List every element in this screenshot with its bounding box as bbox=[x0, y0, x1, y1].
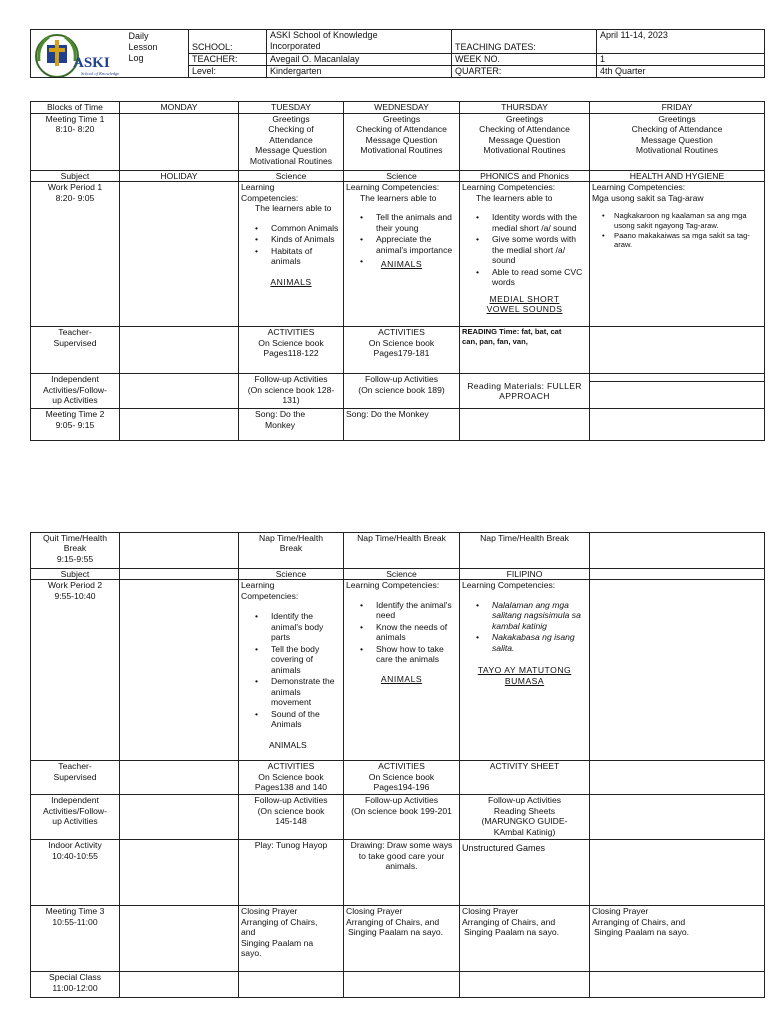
cell-wed: Science bbox=[344, 569, 460, 580]
topic: ANIMALS bbox=[380, 259, 423, 270]
competency-list bbox=[462, 212, 587, 287]
row-label: Meeting Time 2 9:05- 9:15 bbox=[31, 409, 120, 441]
meeting-time-3-row bbox=[31, 906, 765, 972]
cell-tue bbox=[239, 972, 344, 998]
cell-mon bbox=[120, 374, 239, 409]
quarter-value: 4th Quarter bbox=[597, 66, 765, 78]
competency-list bbox=[346, 212, 457, 255]
col-thursday: THURSDAY bbox=[460, 102, 590, 114]
competency-list bbox=[241, 223, 341, 267]
school-value: ASKI School of Knowledge Incorporated bbox=[267, 30, 452, 54]
cell-wed: Drawing: Draw some ways to take good care your animals. bbox=[344, 840, 460, 906]
col-tuesday: TUESDAY bbox=[239, 102, 344, 114]
topic: ANIMALS bbox=[380, 673, 423, 684]
list-item: • Identify the animal's need bbox=[346, 600, 457, 621]
list-item: • Identity words with the medial short /a/ sound bbox=[462, 212, 587, 233]
topic: MEDIAL SHORT VOWEL SOUNDS bbox=[486, 293, 563, 315]
cell-mon bbox=[120, 840, 239, 906]
cell-tue: Song: Do the Monkey bbox=[239, 409, 344, 441]
cell-wed: Science bbox=[344, 171, 460, 182]
cell-thu: PHONICS and Phonics bbox=[460, 171, 590, 182]
independent-activities-row bbox=[31, 795, 765, 840]
cell-fri bbox=[590, 840, 765, 906]
teaching-dates-label: TEACHING DATES: bbox=[452, 30, 597, 54]
cell-mon bbox=[120, 580, 239, 761]
header-table bbox=[30, 29, 765, 78]
col-friday: FRIDAY bbox=[590, 102, 765, 114]
logo-text: ASKI bbox=[73, 55, 110, 71]
cell-fri bbox=[590, 409, 765, 441]
cell-fri bbox=[590, 533, 765, 569]
cell-mon bbox=[120, 761, 239, 795]
cell-thu: FILIPINO bbox=[460, 569, 590, 580]
list-item: • Sound of the Animals bbox=[241, 709, 341, 730]
cell-fri: HEALTH AND HYGIENE bbox=[590, 171, 765, 182]
cell-fri: Closing Prayer Arranging of Chairs, and Singing Paalam na sayo. bbox=[590, 906, 765, 972]
cell-thu: Greetings Checking of Attendance Message Question Motivational Routines bbox=[460, 114, 590, 171]
row-label: Special Class 11:00-12:00 bbox=[31, 972, 120, 998]
col-wednesday: WEDNESDAY bbox=[344, 102, 460, 114]
week-value: 1 bbox=[597, 54, 765, 66]
cell-tue: Learning Competencies: The learners able to • Common Animals • Kinds of Animals • Habitats of animals ANIMALS bbox=[239, 182, 344, 327]
cell-mon bbox=[120, 972, 239, 998]
list-item: • Paano makakaiwas sa mga sakit sa tag-araw. bbox=[592, 231, 762, 250]
level-label: Level: bbox=[189, 66, 267, 78]
cell-thu: Learning Competencies: The learners able to • Identity words with the medial short /a/ sound • Give some words with the medial short /a/ sound • Able to read some CVC words MEDIAL SHORT VOWEL SOUNDS bbox=[460, 182, 590, 327]
row-label: Work Period 1 8:20- 9:05 bbox=[31, 182, 120, 327]
competency-list bbox=[241, 611, 341, 729]
cell-wed: Follow-up Activities (On science book 199-201 bbox=[344, 795, 460, 840]
quarter-label: QUARTER: bbox=[452, 66, 597, 78]
row-label: Independent Activities/Follow- up Activities bbox=[31, 374, 120, 409]
list-item: • Able to read some CVC words bbox=[462, 267, 587, 288]
school-logo bbox=[33, 31, 125, 78]
competency-list bbox=[592, 211, 762, 249]
logo-tagline: School of Knowledge bbox=[81, 71, 120, 76]
row-label: Subject bbox=[31, 171, 120, 182]
cell-tue: Play: Tunog Hayop bbox=[239, 840, 344, 906]
cell-fri bbox=[590, 569, 765, 580]
cell-wed: Greetings Checking of Attendance Message Question Motivational Routines bbox=[344, 114, 460, 171]
row-label: Meeting Time 3 10:55-11:00 bbox=[31, 906, 120, 972]
cell-mon bbox=[120, 182, 239, 327]
cell-wed: Follow-up Activities (On science book 189) bbox=[344, 374, 460, 409]
schedule-table-1 bbox=[30, 101, 765, 441]
school-label: SCHOOL: bbox=[189, 30, 267, 54]
cell-tue: Greetings Checking of Attendance Message Question Motivational Routines bbox=[239, 114, 344, 171]
cell-thu: Follow-up Activities Reading Sheets (MARUNGKO GUIDE- KAmbal Katinig) bbox=[460, 795, 590, 840]
row-label: Teacher- Supervised bbox=[31, 761, 120, 795]
teaching-dates-value: April 11-14, 2023 bbox=[597, 30, 765, 54]
subject-row bbox=[31, 171, 765, 182]
cell-wed: ACTIVITIES On Science book Pages179-181 bbox=[344, 327, 460, 374]
list-item: • Appreciate the animal's importance bbox=[346, 234, 457, 255]
list-item: • Nakakabasa ng isang salita. bbox=[462, 632, 587, 653]
cell-mon bbox=[120, 533, 239, 569]
meeting-time-2-row bbox=[31, 409, 765, 441]
independent-activities-row bbox=[31, 374, 765, 409]
competency-list bbox=[462, 600, 587, 653]
school-logo-cell bbox=[31, 30, 126, 78]
dll-title: Daily Lesson Log bbox=[126, 30, 189, 78]
topic: ANIMALS bbox=[270, 276, 312, 287]
teacher-value: Avegail O. Macanlalay bbox=[267, 54, 452, 66]
teacher-label: TEACHER: bbox=[189, 54, 267, 66]
cell-wed bbox=[344, 972, 460, 998]
cell-mon bbox=[120, 409, 239, 441]
row-label: Work Period 2 9:55-10:40 bbox=[31, 580, 120, 761]
cell-tue: Science bbox=[239, 171, 344, 182]
cell-fri bbox=[590, 761, 765, 795]
cell-tue: Follow-up Activities (On science book 128- 131) bbox=[239, 374, 344, 409]
row-label: Quit Time/Health Break 9:15-9:55 bbox=[31, 533, 120, 569]
cell-wed: ACTIVITIES On Science book Pages194-196 bbox=[344, 761, 460, 795]
day-header-row bbox=[31, 102, 765, 114]
cell-wed: Closing Prayer Arranging of Chairs, and Singing Paalam na sayo. bbox=[344, 906, 460, 972]
list-item: • Nalalaman ang mga salitang nagsisimula sa kambal katinig bbox=[462, 600, 587, 631]
teacher-supervised-row bbox=[31, 761, 765, 795]
cell-tue: ACTIVITIES On Science book Pages118-122 bbox=[239, 327, 344, 374]
cell-fri bbox=[590, 580, 765, 761]
cell-thu: Nap Time/Health Break bbox=[460, 533, 590, 569]
list-item: • Identify the animal's body parts bbox=[241, 611, 341, 642]
cell-fri bbox=[590, 327, 765, 374]
cell-tue: Nap Time/Health Break bbox=[239, 533, 344, 569]
cell-fri: Greetings Checking of Attendance Message Question Motivational Routines bbox=[590, 114, 765, 171]
cell-mon bbox=[120, 795, 239, 840]
row-label: Teacher- Supervised bbox=[31, 327, 120, 374]
cell-thu: Learning Competencies: • Nalalaman ang mga salitang nagsisimula sa kambal katinig • Nakakabasa ng isang salita. TAYO AY MATUTONG BUMASA bbox=[460, 580, 590, 761]
schedule-table-2 bbox=[30, 532, 765, 998]
special-class-row bbox=[31, 972, 765, 998]
cell-wed: Nap Time/Health Break bbox=[344, 533, 460, 569]
list-item: • Habitats of animals bbox=[241, 246, 341, 267]
list-item: • Tell the animals and their young bbox=[346, 212, 457, 233]
teacher-supervised-row bbox=[31, 327, 765, 374]
cell-tue: Follow-up Activities (On science book 145-148 bbox=[239, 795, 344, 840]
cell-mon: HOLIDAY bbox=[120, 171, 239, 182]
cell-wed: Song: Do the Monkey bbox=[344, 409, 460, 441]
competency-list bbox=[346, 600, 457, 665]
cell-thu: ACTIVITY SHEET bbox=[460, 761, 590, 795]
cell-tue: ACTIVITIES On Science book Pages138 and 140 bbox=[239, 761, 344, 795]
list-item: • Nagkakaroon ng kaalaman sa ang mga usong sakit ngayong Tag-araw. bbox=[592, 211, 762, 230]
cell-mon bbox=[120, 569, 239, 580]
cell-tue: Learning Competencies: • Identify the animal's body parts • Tell the body covering of animals • Demonstrate the animals movement • Sound of the Animals ANIMALS bbox=[239, 580, 344, 761]
indoor-activity-row bbox=[31, 840, 765, 906]
cell-thu: Reading Materials: FULLER APPROACH bbox=[460, 374, 590, 409]
cell-thu bbox=[460, 972, 590, 998]
list-item: • Kinds of Animals bbox=[241, 234, 341, 244]
cell-wed: Learning Competencies: • Identify the animal's need • Know the needs of animals • Show how to take care the animals ANIMALS bbox=[344, 580, 460, 761]
topic: ANIMALS bbox=[269, 739, 307, 750]
col-blocks-of-time: Blocks of Time bbox=[31, 102, 120, 114]
cell-thu bbox=[460, 409, 590, 441]
cell-mon bbox=[120, 114, 239, 171]
quit-time-row bbox=[31, 533, 765, 569]
list-item: • Demonstrate the animals movement bbox=[241, 676, 341, 707]
topic: TAYO AY MATUTONG BUMASA bbox=[477, 665, 572, 686]
cell-fri: Learning Competencies: Mga usong sakit sa Tag-araw • Nagkakaroon ng kaalaman sa ang mga usong sakit ngayong Tag-araw. • Paano makakaiwas sa mga sakit sa tag-araw. bbox=[590, 182, 765, 327]
cell-fri bbox=[590, 374, 765, 409]
row-label: Independent Activities/Follow- up Activities bbox=[31, 795, 120, 840]
row-label: Meeting Time 1 8:10- 8:20 bbox=[31, 114, 120, 171]
cell-fri bbox=[590, 972, 765, 998]
list-item: • Show how to take care the animals bbox=[346, 644, 457, 665]
cell-thu: Closing Prayer Arranging of Chairs, and Singing Paalam na sayo. bbox=[460, 906, 590, 972]
list-item: • Tell the body covering of animals bbox=[241, 644, 341, 675]
cell-tue: Science bbox=[239, 569, 344, 580]
cell-mon bbox=[120, 906, 239, 972]
work-period-1-row bbox=[31, 182, 765, 327]
work-period-2-row bbox=[31, 580, 765, 761]
cell-tue: Closing Prayer Arranging of Chairs, and Singing Paalam na sayo. bbox=[239, 906, 344, 972]
week-label: WEEK NO. bbox=[452, 54, 597, 66]
list-item: • Common Animals bbox=[241, 223, 341, 233]
row-label: Indoor Activity 10:40-10:55 bbox=[31, 840, 120, 906]
cell-mon bbox=[120, 327, 239, 374]
level-value: Kindergarten bbox=[267, 66, 452, 78]
row-label: Subject bbox=[31, 569, 120, 580]
cell-wed: Learning Competencies: The learners able to • Tell the animals and their young • Appreciate the animal's importance ANIMALS bbox=[344, 182, 460, 327]
subject-row bbox=[31, 569, 765, 580]
cell-thu: READING Time: fat, bat, cat can, pan, fan, van, bbox=[460, 327, 590, 374]
cell-fri bbox=[590, 795, 765, 840]
list-item: • Give some words with the medial short /a/ sound bbox=[462, 234, 587, 265]
col-monday: MONDAY bbox=[120, 102, 239, 114]
meeting-time-1-row bbox=[31, 114, 765, 171]
cell-thu: Unstructured Games bbox=[460, 840, 590, 906]
list-item: • Know the needs of animals bbox=[346, 622, 457, 643]
